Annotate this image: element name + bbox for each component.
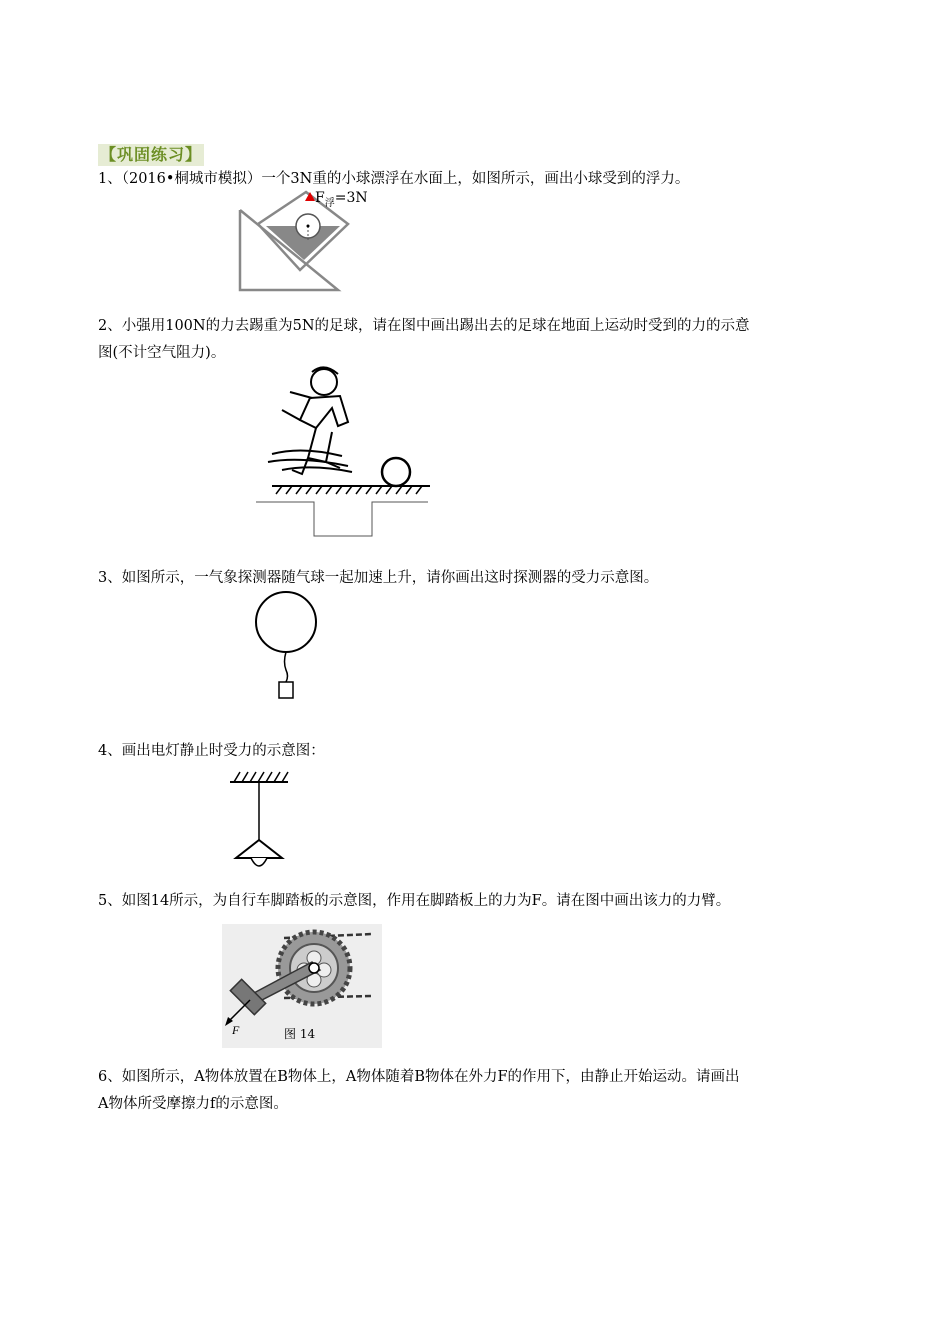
balloon-string <box>285 652 288 682</box>
ground-hatch <box>276 486 422 494</box>
buoyancy-label: $F_浮=3N$ <box>305 190 368 212</box>
detector-box <box>279 682 293 698</box>
question-2-figure <box>252 362 432 542</box>
figure-caption: 图 14 <box>284 1027 316 1041</box>
triangle-container <box>240 210 338 290</box>
force-arrow-icon <box>305 192 315 201</box>
boy-kicking-drawing <box>268 367 352 474</box>
light-bulb <box>251 858 267 866</box>
question-3-figure <box>250 590 334 704</box>
football <box>382 458 410 486</box>
question-3-text: 3、如图所示，一气象探测器随气球一起加速上升，请你画出这时探测器的受力示意图。 <box>98 570 659 586</box>
question-5-figure <box>222 924 382 1048</box>
question-6-line-1: 6、如图所示，A物体放置在B物体上，A物体随着B物体在外力F的作用下，由静止开始运动。请画出 <box>98 1069 740 1085</box>
question-6-line-2: A物体所受摩擦力f的示意图。 <box>98 1096 288 1112</box>
question-4-figure <box>226 768 296 878</box>
question-4-text: 4、画出电灯静止时受力的示意图： <box>98 743 325 759</box>
force-label: F <box>232 1023 240 1037</box>
question-1-text: 1、（2016•桐城市模拟）一个3N重的小球漂浮在水面上，如图所示，画出小球受到的浮力。 <box>98 171 690 187</box>
question-2-line-2: 图(不计空气阻力)。 <box>98 345 226 361</box>
base-outline <box>256 502 428 536</box>
question-2-line-1: 2、小强用100N的力去踢重为5N的足球，请在图中画出踢出去的足球在地面上运动时受到的力的示意 <box>98 318 750 334</box>
ceiling-hatch <box>234 772 288 782</box>
lamp-shade <box>236 840 282 858</box>
section-heading: 【巩固练习】 <box>100 145 203 164</box>
weather-balloon <box>256 592 316 652</box>
question-5-text: 5、如图14所示，为自行车脚踏板的示意图，作用在脚踏板上的力为F。请在图中画出该力的力臂。 <box>98 893 731 909</box>
